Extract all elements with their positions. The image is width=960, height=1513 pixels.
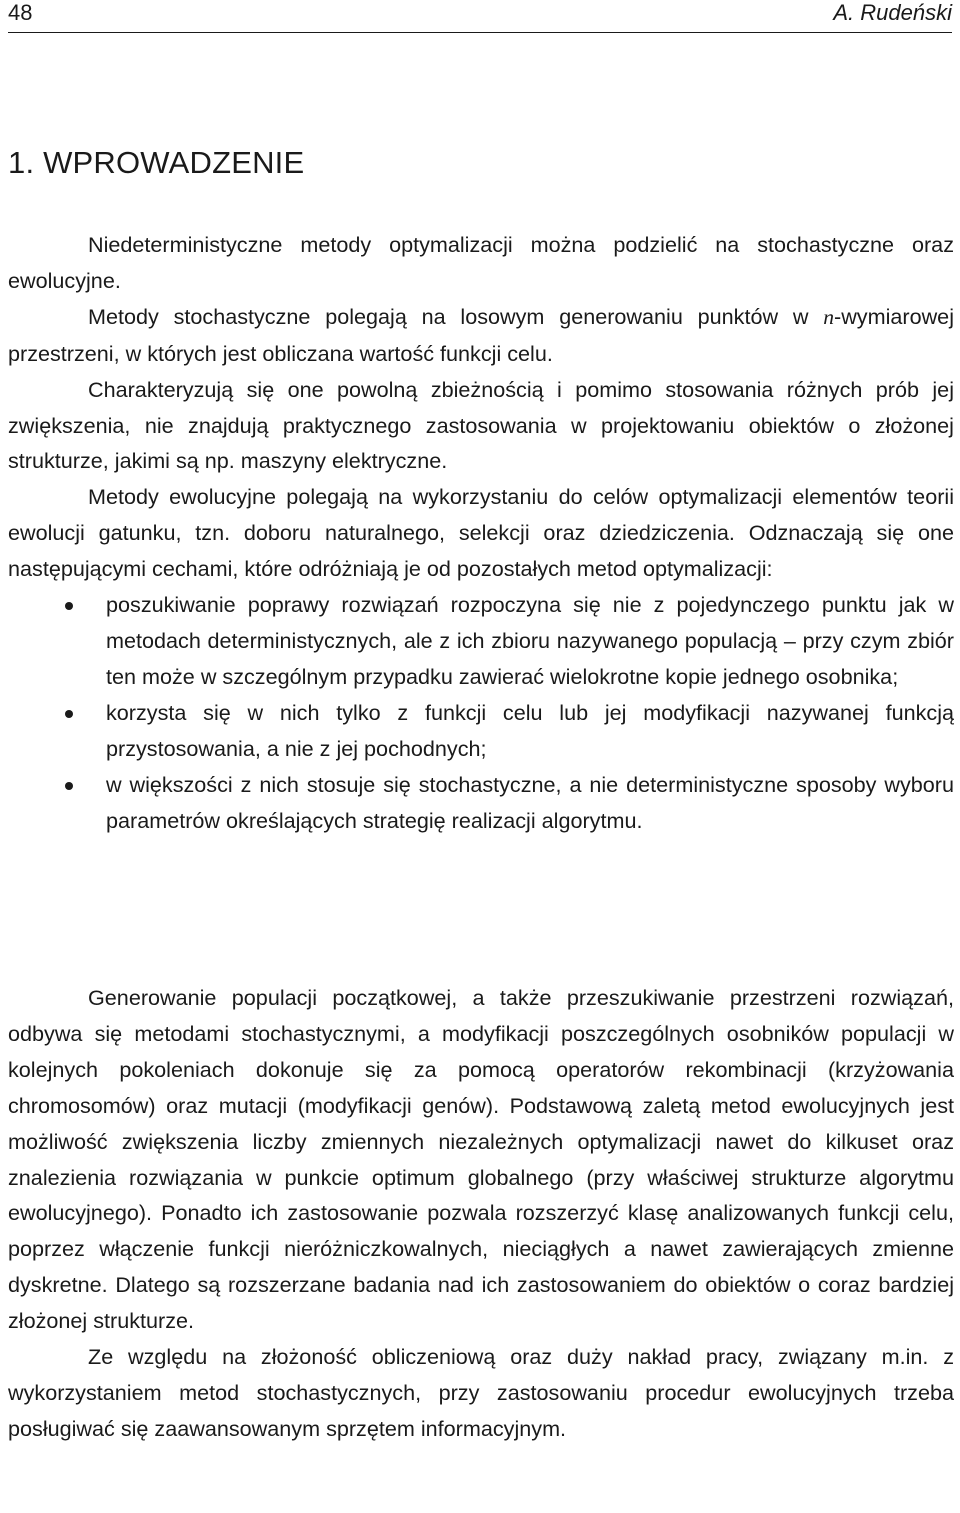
list-item-text: korzysta się w nich tylko z funkcji celu lub jej modyfikacji nazywanej funkcją przystosowania, a nie z jej pochodnych; [106, 699, 954, 761]
math-variable-n: n [823, 304, 835, 329]
running-author: A. Rudeński [833, 0, 952, 25]
paragraph-evolutionary: Metody ewolucyjne polegają na wykorzystaniu do celów optymalizacji elementów teorii ewolucji gatunku, tzn. doboru naturalnego, selekcji oraz dziedziczenia. Odznaczają się one następującymi cechami, które odróżniają je od pozostałych metod optymalizacji: [8, 484, 954, 582]
feature-list [8, 587, 954, 838]
text-fragment: Metody stochastyczne polegają na losowym generowaniu punktów w [88, 303, 824, 329]
paragraph-population: Generowanie populacji początkowej, a także przeszukiwanie przestrzeni rozwiązań, odbywa się metodami stochastycznymi, a modyfikacji poszczególnych osobników populacji w kolejnych pokoleniach dokonuje się za pomocą operatorów rekombinacji (krzyżowania chromosomów) oraz mutacji (modyfikacji genów). Podstawową zaletą metod ewolucyjnych jest możliwość zwiększenia liczby zmiennych niezależnych optymalizacji nawet do kilkuset oraz znalezienia rozwiązania w punkcie optimum globalnego (przy właściwej strukturze algorytmu ewolucyjnego). Ponadto ich zastosowanie pozwala rozszerzyć klasę analizowanych funkcji celu, poprzez włączenie funkcji nieróżniczkowalnych, nieciągłych a nawet zawierających zmienne dyskretne. Dlatego są rozszerzane badania nad ich zastosowaniem do obiektów o coraz bardziej złożonej strukturze. [8, 985, 954, 1334]
main-block [8, 980, 954, 1447]
paragraph-stochastic [8, 299, 954, 372]
page-number: 48 [8, 0, 33, 25]
list-item [8, 587, 954, 695]
list-item-text: poszukiwanie poprawy rozwiązań rozpoczyna się nie z pojedynczego punktu jak w metodach deterministycznych, ale z ich zbioru nazywanego populacją – przy czym zbiór ten może w szczególnym przypadku zawierać wielokrotne kopie jednego osobnika; [106, 592, 954, 689]
list-item [8, 767, 954, 839]
intro-block [8, 227, 954, 838]
running-header [8, 0, 952, 30]
paragraph-complexity: Ze względu na złożoność obliczeniową oraz duży nakład pracy, związany m.in. z wykorzystaniem metod stochastycznych, przy zastosowaniu procedur ewolucyjnych trzeba posługiwać się zaawansowanym sprzętem informacyjnym. [8, 1344, 954, 1441]
section-title: 1. WPROWADZENIE [8, 145, 305, 180]
text-fragment: -wymiarowej przestrzeni, w których jest obliczana wartość funkcji celu. [8, 303, 954, 366]
header-rule [8, 32, 952, 33]
list-item [8, 695, 954, 767]
list-item-text: w większości z nich stosuje się stochastyczne, a nie deterministyczne sposoby wyboru parametrów określających strategię realizacji algorytmu. [106, 771, 954, 833]
bullet-icon [65, 710, 73, 718]
paragraph-convergence: Charakteryzują się one powolną zbieżnością i pomimo stosowania różnych prób jej zwiększenia, nie znajdują praktycznego zastosowania w projektowaniu obiektów o złożonej strukturze, jakimi są np. maszyny elektryczne. [8, 376, 954, 474]
paragraph-intro: Niedeterministyczne metody optymalizacji można podzielić na stochastyczne oraz ewolucyjne. [8, 232, 954, 293]
bullet-icon [65, 602, 73, 610]
bullet-icon [65, 782, 73, 790]
